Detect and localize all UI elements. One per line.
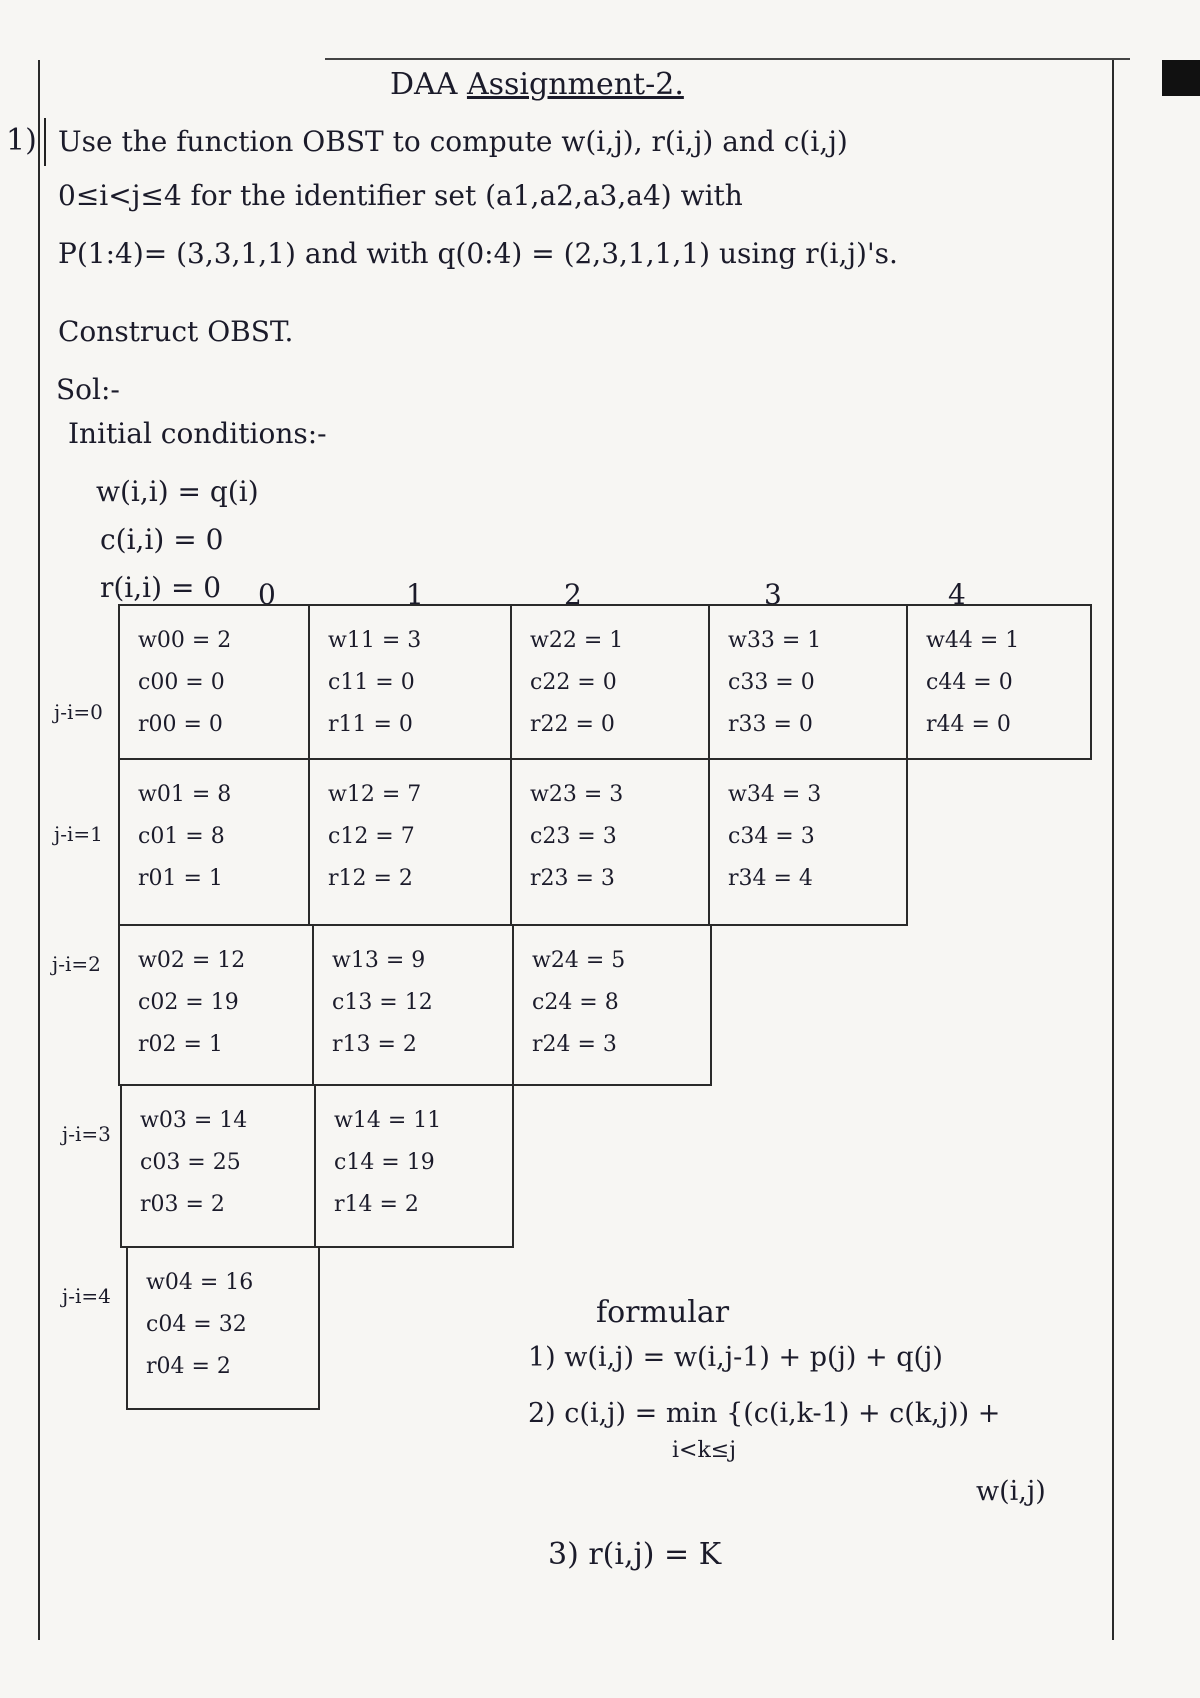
cell-r: r02 = 1 (138, 1032, 223, 1057)
row-label-2: j-i=2 (52, 952, 101, 976)
table-cell-2-0 (118, 924, 314, 1086)
page-title (390, 67, 684, 102)
cell-c: c00 = 0 (138, 670, 225, 695)
table-cell-0-1 (308, 604, 512, 760)
initial-condition-w: w(i,i) = q(i) (96, 475, 259, 508)
column-header-1: 1 (406, 578, 424, 611)
initial-conditions-label: Initial conditions:- (68, 417, 327, 450)
cell-r: r11 = 0 (328, 712, 413, 737)
cell-r: r14 = 2 (334, 1192, 419, 1217)
page-right-rule (1112, 60, 1114, 1640)
cell-c: c04 = 32 (146, 1312, 247, 1337)
row-label-0: j-i=0 (54, 700, 103, 724)
cell-r: r44 = 0 (926, 712, 1011, 737)
row-label-3: j-i=3 (62, 1122, 111, 1146)
cell-r: r33 = 0 (728, 712, 813, 737)
cell-w: w12 = 7 (328, 782, 422, 807)
cell-c: c11 = 0 (328, 670, 415, 695)
table-cell-1-0 (118, 758, 310, 926)
cell-w: w24 = 5 (532, 948, 626, 973)
question-line-3: P(1:4)= (3,3,1,1) and with q(0:4) = (2,3,1,1,1) using r(i,j)'s. (58, 237, 898, 270)
cell-r: r13 = 2 (332, 1032, 417, 1057)
table-cell-1-2 (510, 758, 710, 926)
cell-c: c22 = 0 (530, 670, 617, 695)
column-header-0: 0 (258, 578, 276, 611)
cell-w: w01 = 8 (138, 782, 232, 807)
table-cell-0-0 (118, 604, 310, 760)
cell-w: w22 = 1 (530, 628, 624, 653)
cell-w: w03 = 14 (140, 1108, 248, 1133)
table-cell-1-3 (708, 758, 908, 926)
cell-c: c34 = 3 (728, 824, 815, 849)
formula-title: formular (596, 1295, 730, 1330)
cell-r: r03 = 2 (140, 1192, 225, 1217)
cell-c: c12 = 7 (328, 824, 415, 849)
cell-c: c02 = 19 (138, 990, 239, 1015)
initial-condition-c: c(i,i) = 0 (100, 523, 224, 556)
page-corner-mark (1162, 60, 1200, 96)
cell-w: w14 = 11 (334, 1108, 442, 1133)
question-line-2: 0≤i<j≤4 for the identifier set (a1,a2,a3,a4) with (58, 179, 743, 212)
cell-r: r22 = 0 (530, 712, 615, 737)
title-prefix: DAA (390, 67, 458, 102)
cell-w: w13 = 9 (332, 948, 426, 973)
formula-2-tail: w(i,j) (976, 1476, 1046, 1507)
cell-r: r34 = 4 (728, 866, 813, 891)
cell-c: c44 = 0 (926, 670, 1013, 695)
formula-2-subscript: i<k≤j (672, 1438, 737, 1463)
page-left-rule (38, 60, 40, 1640)
cell-c: c14 = 19 (334, 1150, 435, 1175)
table-cell-0-2 (510, 604, 710, 760)
formula-2: 2) c(i,j) = min {(c(i,k-1) + c(k,j)) + (528, 1398, 1001, 1429)
cell-r: r01 = 1 (138, 866, 223, 891)
cell-r: r00 = 0 (138, 712, 223, 737)
title-rest: Assignment-2. (466, 67, 684, 102)
cell-c: c13 = 12 (332, 990, 433, 1015)
table-cell-3-1 (314, 1084, 514, 1248)
formula-1: 1) w(i,j) = w(i,j-1) + p(j) + q(j) (528, 1342, 943, 1373)
question-line-4: Construct OBST. (58, 315, 294, 348)
cell-r: r23 = 3 (530, 866, 615, 891)
page-top-rule (325, 58, 1130, 60)
table-cell-1-1 (308, 758, 512, 926)
cell-r: r12 = 2 (328, 866, 413, 891)
cell-w: w02 = 12 (138, 948, 246, 973)
cell-w: w04 = 16 (146, 1270, 254, 1295)
cell-w: w23 = 3 (530, 782, 624, 807)
cell-w: w44 = 1 (926, 628, 1020, 653)
table-cell-4-0 (126, 1246, 320, 1410)
cell-c: c33 = 0 (728, 670, 815, 695)
cell-r: r04 = 2 (146, 1354, 231, 1379)
cell-c: c24 = 8 (532, 990, 619, 1015)
cell-c: c03 = 25 (140, 1150, 241, 1175)
column-header-3: 3 (764, 578, 782, 611)
cell-w: w00 = 2 (138, 628, 232, 653)
cell-w: w34 = 3 (728, 782, 822, 807)
column-header-2: 2 (564, 578, 582, 611)
cell-c: c23 = 3 (530, 824, 617, 849)
solution-label: Sol:- (56, 373, 120, 406)
cell-r: r24 = 3 (532, 1032, 617, 1057)
row-label-4: j-i=4 (62, 1284, 111, 1308)
initial-condition-r: r(i,i) = 0 (100, 571, 222, 604)
formula-3: 3) r(i,j) = K (548, 1537, 722, 1572)
table-cell-0-4 (906, 604, 1092, 760)
table-cell-3-0 (120, 1084, 316, 1248)
column-header-4: 4 (948, 578, 966, 611)
question-line-1: Use the function OBST to compute w(i,j), r(i,j) and c(i,j) (58, 125, 848, 158)
cell-w: w11 = 3 (328, 628, 422, 653)
row-label-1: j-i=1 (54, 822, 103, 846)
question-number: 1) (6, 123, 37, 158)
cell-c: c01 = 8 (138, 824, 225, 849)
question-number-bar (44, 118, 46, 166)
table-cell-0-3 (708, 604, 908, 760)
table-cell-2-2 (512, 924, 712, 1086)
table-cell-2-1 (312, 924, 514, 1086)
cell-w: w33 = 1 (728, 628, 822, 653)
